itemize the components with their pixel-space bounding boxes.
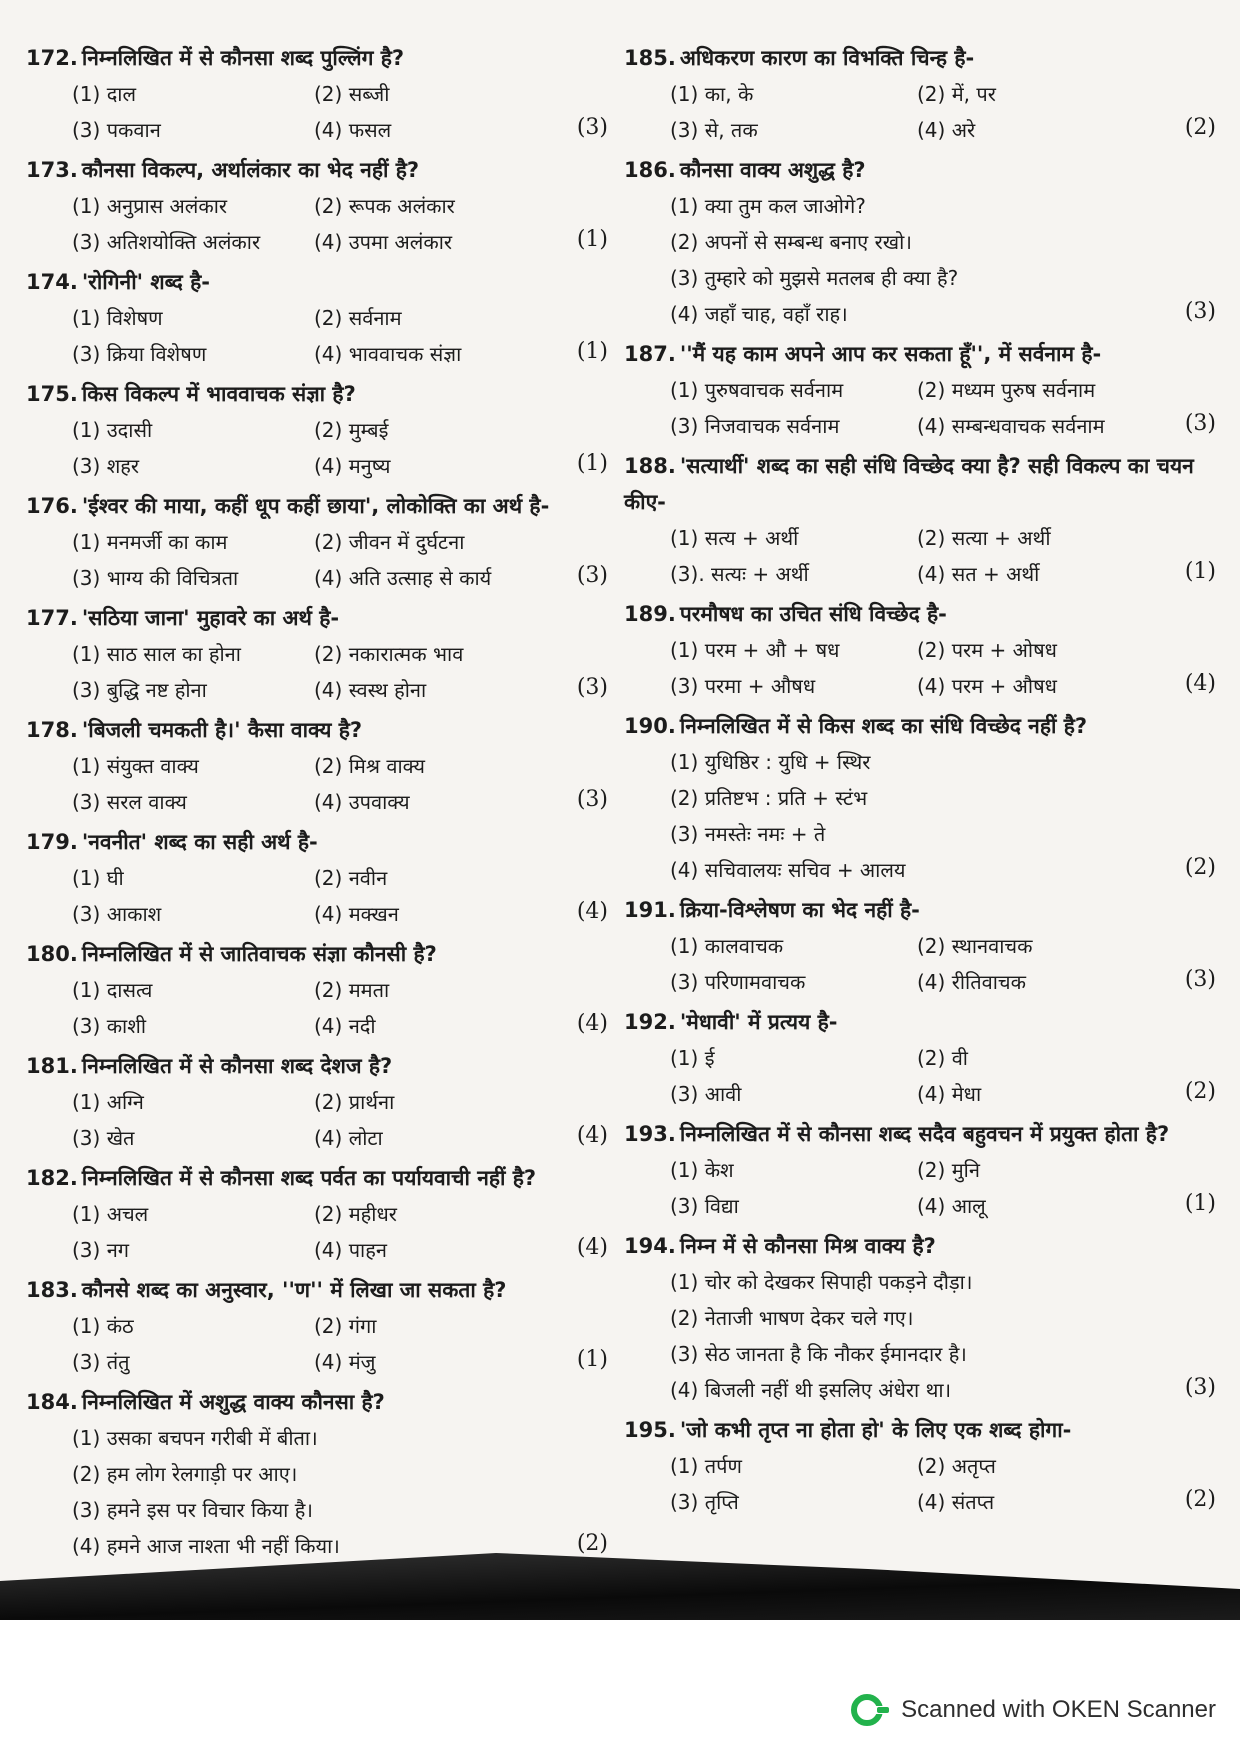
question-text	[620, 40, 1220, 76]
option-item: (2) सब्जी	[314, 82, 390, 106]
question-number: 195.	[624, 1418, 676, 1442]
option-item: (1) विशेषण	[72, 306, 163, 330]
question-text	[620, 1004, 1220, 1040]
answer-label: (4)	[1184, 671, 1216, 696]
option-item: (4) लोटा	[314, 1126, 383, 1150]
question-block	[22, 1048, 612, 1156]
option-item: (2) मध्यम पुरुष सर्वनाम	[917, 378, 1096, 402]
question-number: 186.	[624, 158, 676, 182]
option-item: (1) अनुप्रास अलंकार	[72, 194, 228, 218]
option-item: (4) जहाँ चाह, वहाँ राह।	[670, 302, 848, 326]
option-item: (2) नवीन	[314, 866, 388, 890]
answer-label: (2)	[1184, 115, 1216, 140]
option-item: (4) संतप्त	[917, 1490, 995, 1514]
answer-label: (2)	[1184, 1079, 1216, 1104]
question-text	[620, 336, 1220, 372]
option-item: (3) परिणामवाचक	[670, 970, 806, 994]
options-list	[620, 744, 1220, 888]
answer-label: (3)	[576, 115, 608, 140]
question-text	[22, 376, 612, 412]
option-item: (1) कालवाचक	[670, 934, 784, 958]
options-list	[22, 412, 612, 484]
question-number: 189.	[624, 602, 676, 626]
question-label: 'जो कभी तृप्त ना होता हो' के लिए एक शब्द होगा-	[679, 1418, 1072, 1442]
question-block	[22, 600, 612, 708]
oken-logo-icon	[851, 1692, 891, 1728]
option-item: (1) दाल	[72, 82, 137, 106]
question-text	[22, 600, 612, 636]
question-label: 'रोगिनी' शब्द है-	[81, 270, 210, 294]
option-item: (1) क्या तुम कल जाओगे?	[670, 194, 866, 218]
answer-label: (4)	[576, 1235, 608, 1260]
question-text	[620, 1228, 1220, 1264]
option-item: (3) बुद्धि नष्ट होना	[72, 678, 207, 702]
question-text	[22, 152, 612, 188]
question-number: 193.	[624, 1122, 676, 1146]
answer-label: (3)	[576, 675, 608, 700]
question-number: 178.	[26, 718, 78, 742]
option-item: (2) महीधर	[314, 1202, 397, 1226]
question-block	[620, 708, 1220, 888]
question-block	[22, 936, 612, 1044]
question-number: 173.	[26, 158, 78, 182]
question-number: 182.	[26, 1166, 78, 1190]
question-block	[620, 596, 1220, 704]
options-list	[620, 188, 1220, 332]
question-text	[620, 1116, 1220, 1152]
option-item: (1) अग्नि	[72, 1090, 144, 1114]
option-item: (4) स्वस्थ होना	[314, 678, 427, 702]
question-number: 190.	[624, 714, 676, 738]
option-item: (3) नग	[72, 1238, 130, 1262]
option-item: (2) जीवन में दुर्घटना	[314, 530, 465, 554]
option-item: (2) वी	[917, 1046, 968, 1070]
option-item: (1) अचल	[72, 1202, 149, 1226]
option-item: (4) मंजु	[314, 1350, 376, 1374]
option-item: (1) परम + औ + षध	[670, 638, 840, 662]
option-item: (4) रीतिवाचक	[917, 970, 1026, 994]
question-label: निम्नलिखित में से किस शब्द का संधि विच्छेद नहीं है?	[679, 714, 1088, 738]
question-text	[22, 1048, 612, 1084]
question-block	[620, 152, 1220, 332]
option-item: (1) साठ साल का होना	[72, 642, 241, 666]
answer-label: (2)	[576, 1531, 608, 1556]
option-item: (2) परम + ओषध	[917, 638, 1057, 662]
option-item: (3) खेत	[72, 1126, 135, 1150]
answer-label: (1)	[576, 339, 608, 364]
question-label: क्रिया-विश्लेषण का भेद नहीं है-	[679, 898, 920, 922]
option-item: (2) नेताजी भाषण देकर चले गए।	[670, 1306, 914, 1330]
answer-label: (3)	[576, 563, 608, 588]
options-list	[22, 860, 612, 932]
options-list	[620, 1264, 1220, 1408]
option-item: (3) सेठ जानता है कि नौकर ईमानदार है।	[670, 1342, 967, 1366]
option-item: (3) तुम्हारे को मुझसे मतलब ही क्या है?	[670, 266, 959, 290]
answer-label: (1)	[1184, 1191, 1216, 1216]
question-block	[22, 824, 612, 932]
option-item: (2) ममता	[314, 978, 390, 1002]
option-item: (1) दासत्व	[72, 978, 153, 1002]
question-label: निम्नलिखित में से कौनसा शब्द देशज है?	[81, 1054, 393, 1078]
options-list	[22, 636, 612, 708]
question-label: 'नवनीत' शब्द का सही अर्थ है-	[81, 830, 318, 854]
option-item: (1) संयुक्त वाक्य	[72, 754, 199, 778]
question-block	[620, 1228, 1220, 1408]
option-item: (3) नमस्तेः नमः + ते	[670, 822, 826, 846]
option-item: (4) मक्खन	[314, 902, 399, 926]
question-text	[620, 1412, 1220, 1448]
question-label: कौनसे शब्द का अनुस्वार, ''ण'' में लिखा जा सकता है?	[81, 1278, 507, 1302]
question-text	[22, 936, 612, 972]
question-label: 'सठिया जाना' मुहावरे का अर्थ है-	[81, 606, 340, 630]
question-text	[22, 1384, 612, 1420]
option-item: (2) मुनि	[917, 1158, 980, 1182]
question-label: कौनसा वाक्य अशुद्ध है?	[679, 158, 866, 182]
option-item: (1) केश	[670, 1158, 734, 1182]
question-text	[620, 596, 1220, 632]
question-block	[22, 1160, 612, 1268]
option-item: (3) क्रिया विशेषण	[72, 342, 207, 366]
question-block	[620, 336, 1220, 444]
option-item: (3) तृप्ति	[670, 1490, 739, 1514]
option-item: (2) अतृप्त	[917, 1454, 996, 1478]
question-number: 177.	[26, 606, 78, 630]
option-item: (1) उदासी	[72, 418, 153, 442]
answer-label: (3)	[1184, 967, 1216, 992]
question-label: 'बिजली चमकती है।' कैसा वाक्य है?	[81, 718, 363, 742]
question-block	[620, 1412, 1220, 1520]
question-block	[22, 264, 612, 372]
option-item: (1) पुरुषवाचक सर्वनाम	[670, 378, 844, 402]
options-list	[620, 928, 1220, 1000]
scanner-watermark	[851, 1692, 1216, 1728]
option-item: (2) गंगा	[314, 1314, 377, 1338]
option-item: (4) बिजली नहीं थी इसलिए अंधेरा था।	[670, 1378, 952, 1402]
options-list	[22, 1196, 612, 1268]
options-list	[620, 1448, 1220, 1520]
option-item: (4) नदी	[314, 1014, 376, 1038]
option-item: (4) सत + अर्थी	[917, 562, 1040, 586]
footer-area	[0, 1620, 1240, 1755]
option-item: (3) विद्या	[670, 1194, 739, 1218]
question-text	[22, 824, 612, 860]
option-item: (3). सत्यः + अर्थी	[670, 562, 809, 586]
question-text	[620, 448, 1220, 520]
option-item: (2) सत्या + अर्थी	[917, 526, 1051, 550]
option-item: (4) फसल	[314, 118, 392, 142]
option-item: (4) मनुष्य	[314, 454, 391, 478]
option-item: (3) आकाश	[72, 902, 162, 926]
answer-label: (4)	[576, 899, 608, 924]
options-list	[620, 520, 1220, 592]
option-item: (4) आलू	[917, 1194, 986, 1218]
options-list	[22, 300, 612, 372]
question-label: निम्नलिखित में से कौनसा शब्द पुल्लिंग है?	[81, 46, 405, 70]
options-list	[620, 372, 1220, 444]
question-text	[22, 40, 612, 76]
option-item: (1) युधिष्ठिर : युधि + स्थिर	[670, 750, 871, 774]
question-block	[620, 892, 1220, 1000]
question-text	[22, 712, 612, 748]
options-list	[620, 632, 1220, 704]
question-label: निम्नलिखित में से जातिवाचक संज्ञा कौनसी है?	[81, 942, 437, 966]
option-item: (3) से, तक	[670, 118, 758, 142]
options-list	[22, 1420, 612, 1564]
option-item: (4) सचिवालयः सचिव + आलय	[670, 858, 906, 882]
answer-label: (2)	[1184, 855, 1216, 880]
question-number: 175.	[26, 382, 78, 406]
scanner-text: Scanned with OKEN Scanner	[901, 1696, 1216, 1723]
option-item: (4) मेधा	[917, 1082, 982, 1106]
question-block	[22, 1272, 612, 1380]
question-label: 'ईश्वर की माया, कहीं धूप कहीं छाया', लोकोक्ति का अर्थ है-	[81, 494, 550, 518]
question-number: 194.	[624, 1234, 676, 1258]
question-block	[620, 1116, 1220, 1224]
option-item: (2) रूपक अलंकार	[314, 194, 455, 218]
question-text	[620, 152, 1220, 188]
question-block	[22, 152, 612, 260]
option-item: (3) निजवाचक सर्वनाम	[670, 414, 840, 438]
option-item: (1) सत्य + अर्थी	[670, 526, 799, 550]
option-item: (3) अतिशयोक्ति अलंकार	[72, 230, 261, 254]
option-item: (3) पकवान	[72, 118, 161, 142]
question-number: 181.	[26, 1054, 78, 1078]
option-item: (2) अपनों से सम्बन्ध बनाए रखो।	[670, 230, 912, 254]
left-column	[22, 40, 612, 1568]
question-text	[22, 1160, 612, 1196]
question-text	[22, 1272, 612, 1308]
options-list	[22, 76, 612, 148]
option-item: (4) उपवाक्य	[314, 790, 410, 814]
question-label: 'सत्यार्थी' शब्द का सही संधि विच्छेद क्या है? सही विकल्प का चयन कीए-	[624, 454, 1194, 514]
options-list	[620, 76, 1220, 148]
option-item: (1) घी	[72, 866, 124, 890]
question-number: 192.	[624, 1010, 676, 1034]
question-block	[620, 448, 1220, 592]
options-list	[22, 748, 612, 820]
question-label: अधिकरण कारण का विभक्ति चिन्ह है-	[679, 46, 975, 70]
option-item: (4) उपमा अलंकार	[314, 230, 453, 254]
question-label: निम्नलिखित में से कौनसा शब्द पर्वत का पर्यायवाची नहीं है?	[81, 1166, 537, 1190]
options-list	[22, 1308, 612, 1380]
option-item: (3) परमा + औषध	[670, 674, 816, 698]
option-item: (2) मिश्र वाक्य	[314, 754, 425, 778]
option-item: (4) हमने आज नाश्ता भी नहीं किया।	[72, 1534, 340, 1558]
options-list	[22, 1084, 612, 1156]
question-number: 188.	[624, 454, 676, 478]
option-item: (4) अति उत्साह से कार्य	[314, 566, 492, 590]
question-block	[22, 488, 612, 596]
option-item: (2) हम लोग रेलगाड़ी पर आए।	[72, 1462, 298, 1486]
option-item: (2) मुम्बई	[314, 418, 389, 442]
question-label: 'मेधावी' में प्रत्यय है-	[679, 1010, 838, 1034]
question-number: 184.	[26, 1390, 78, 1414]
question-number: 174.	[26, 270, 78, 294]
question-block	[22, 40, 612, 148]
options-list	[22, 188, 612, 260]
question-label: निम्नलिखित में से कौनसा शब्द सदैव बहुवचन में प्रयुक्त होता है?	[679, 1122, 1170, 1146]
question-block	[620, 40, 1220, 148]
option-item: (2) नकारात्मक भाव	[314, 642, 464, 666]
question-label: ''मैं यह काम अपने आप कर सकता हूँ'', में सर्वनाम है-	[679, 342, 1102, 366]
options-list	[620, 1040, 1220, 1112]
question-number: 191.	[624, 898, 676, 922]
answer-label: (1)	[576, 1347, 608, 1372]
question-number: 183.	[26, 1278, 78, 1302]
answer-label: (2)	[1184, 1487, 1216, 1512]
option-item: (1) मनमर्जी का काम	[72, 530, 228, 554]
question-label: परमौषध का उचित संधि विच्छेद है-	[679, 602, 947, 626]
question-text	[620, 892, 1220, 928]
answer-label: (4)	[576, 1011, 608, 1036]
question-number: 185.	[624, 46, 676, 70]
answer-label: (3)	[1184, 299, 1216, 324]
option-item: (3) भाग्य की विचित्रता	[72, 566, 239, 590]
question-text	[22, 488, 612, 524]
option-item: (4) सम्बन्धवाचक सर्वनाम	[917, 414, 1105, 438]
option-item: (1) चोर को देखकर सिपाही पकड़ने दौड़ा।	[670, 1270, 973, 1294]
option-item: (1) कंठ	[72, 1314, 134, 1338]
option-item: (3) आवी	[670, 1082, 742, 1106]
option-item: (3) शहर	[72, 454, 140, 478]
question-text	[22, 264, 612, 300]
option-item: (4) परम + औषध	[917, 674, 1057, 698]
option-item: (2) स्थानवाचक	[917, 934, 1033, 958]
option-item: (1) तर्पण	[670, 1454, 742, 1478]
answer-label: (1)	[576, 451, 608, 476]
option-item: (3) सरल वाक्य	[72, 790, 187, 814]
option-item: (2) प्रतिष्टभ : प्रति + स्टंभ	[670, 786, 868, 810]
option-item: (2) में, पर	[917, 82, 996, 106]
answer-label: (3)	[1184, 411, 1216, 436]
question-block	[22, 1384, 612, 1564]
option-item: (4) पाहन	[314, 1238, 387, 1262]
options-list	[22, 524, 612, 596]
question-label: कौनसा विकल्प, अर्थालंकार का भेद नहीं है?	[81, 158, 420, 182]
options-list	[620, 1152, 1220, 1224]
option-item: (3) तंतु	[72, 1350, 130, 1374]
option-item: (2) सर्वनाम	[314, 306, 402, 330]
question-block	[22, 712, 612, 820]
answer-label: (1)	[1184, 559, 1216, 584]
option-item: (1) ई	[670, 1046, 715, 1070]
question-block	[22, 376, 612, 484]
question-label: निम्नलिखित में अशुद्ध वाक्य कौनसा है?	[81, 1390, 385, 1414]
option-item: (3) काशी	[72, 1014, 147, 1038]
option-item: (1) का, के	[670, 82, 754, 106]
right-column	[620, 40, 1220, 1524]
option-item: (2) प्रार्थना	[314, 1090, 395, 1114]
question-text	[620, 708, 1220, 744]
answer-label: (3)	[576, 787, 608, 812]
question-number: 176.	[26, 494, 78, 518]
option-item: (1) उसका बचपन गरीबी में बीता।	[72, 1426, 318, 1450]
question-number: 172.	[26, 46, 78, 70]
answer-label: (1)	[576, 227, 608, 252]
question-number: 180.	[26, 942, 78, 966]
option-item: (4) अरे	[917, 118, 976, 142]
option-item: (4) भाववाचक संज्ञा	[314, 342, 462, 366]
question-block	[620, 1004, 1220, 1112]
question-number: 179.	[26, 830, 78, 854]
question-label: निम्न में से कौनसा मिश्र वाक्य है?	[679, 1234, 936, 1258]
answer-label: (4)	[576, 1123, 608, 1148]
options-list	[22, 972, 612, 1044]
question-label: किस विकल्प में भाववाचक संज्ञा है?	[81, 382, 356, 406]
answer-label: (3)	[1184, 1375, 1216, 1400]
question-number: 187.	[624, 342, 676, 366]
option-item: (3) हमने इस पर विचार किया है।	[72, 1498, 313, 1522]
